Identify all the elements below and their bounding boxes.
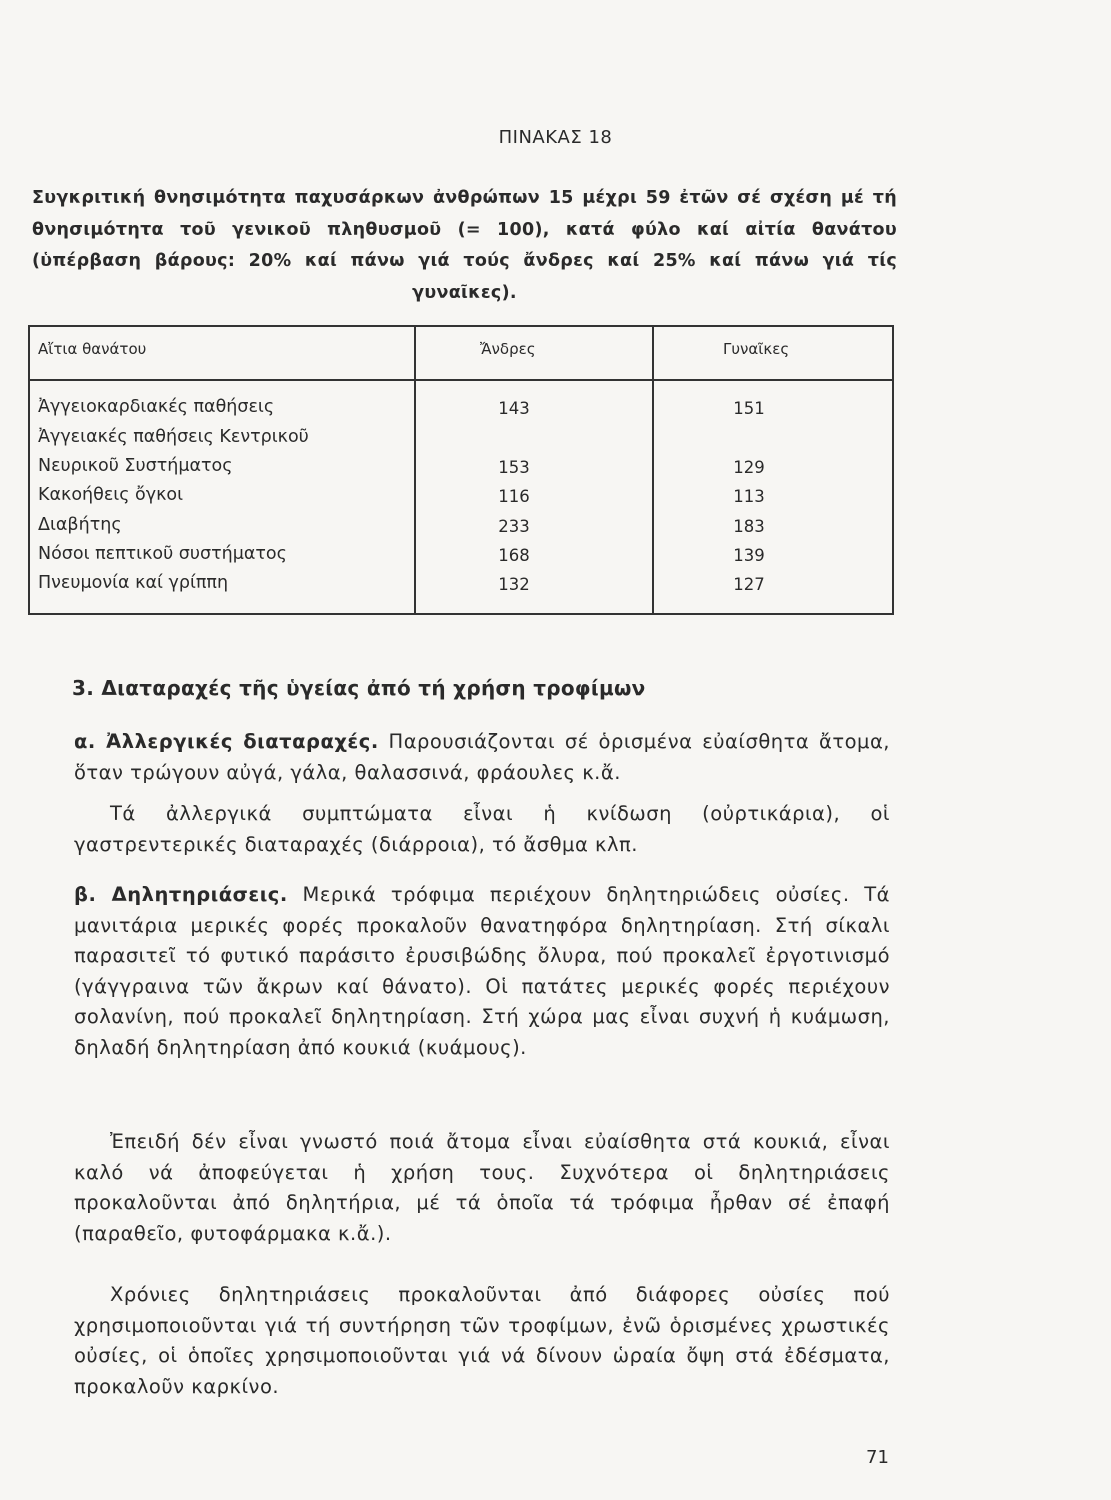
column-divider xyxy=(652,327,654,613)
row-label: Διαβήτης xyxy=(38,515,122,535)
cell-men: 116 xyxy=(498,487,530,506)
header-cause: Αἴτια θανάτου xyxy=(38,340,147,358)
page-number: 71 xyxy=(866,1447,889,1468)
row-label: Νόσοι πεπτικοῦ συστήματος xyxy=(38,544,287,564)
cell-men: 168 xyxy=(498,546,530,565)
mortality-table xyxy=(28,325,894,615)
subheading-allergies: α. Ἀλλεργικές διαταραχές. xyxy=(74,730,379,753)
header-divider xyxy=(30,379,892,381)
paragraph-fava-beans: Ἐπειδή δέν εἶναι γνωστό ποιά ἄτομα εἶναι εὐαίσθητα στά κουκιά, εἶναι καλό νά ἀποφεύγεται ἡ χρήση τους. Συχνότερα οἱ δηλητηριάσεις προκαλοῦνται ἀπό δηλητήρια, μέ τά ὁποῖα τά τρόφιμα ἦρθαν σέ ἐπαφή (παραθεῖο, φυτοφάρμακα κ.ἄ.). xyxy=(74,1130,890,1245)
row-label: Πνευμονία καί γρίππη xyxy=(38,573,229,593)
row-label: Κακοήθεις ὄγκοι xyxy=(38,485,184,505)
table-title: ΠΙΝΑΚΑΣ 18 xyxy=(498,127,613,148)
row-label: Ἀγγειακές παθήσεις Κεντρικοῦ xyxy=(38,427,309,447)
row-label: Νευρικοῦ Συστήματος xyxy=(38,456,233,476)
paragraph-poisoning xyxy=(74,880,890,1064)
cell-women: 151 xyxy=(733,399,765,418)
cell-women: 127 xyxy=(733,575,765,594)
poisoning-text: Μερικά τρόφιμα περιέχουν δηλητηριώδεις οὐσίες. Τά μανιτάρια μερικές φορές προκαλοῦν θανατηφόρα δηλητηρίαση. Στή σίκαλι παρασιτεῖ τό φυτικό παράσιτο ἐρυσιβώδης ὄλυρα, πού προκαλεῖ ἐργοτινισμό (γάγγραινα τῶν ἄκρων καί θάνατο). Οἱ πατάτες μερικές φορές περιέχουν σολανίνη, πού προκαλεῖ δηλητηρίαση. Στή χώρα μας εἶναι συχνή ἡ κυάμωση, δηλαδή δηλητηρίαση ἀπό κουκιά (κυάμους). xyxy=(74,883,891,1059)
cell-women: 139 xyxy=(733,546,765,565)
cell-men: 132 xyxy=(498,575,530,594)
cell-men: 233 xyxy=(498,517,530,536)
header-women: Γυναῖκες xyxy=(723,340,790,358)
cell-women: 183 xyxy=(733,517,765,536)
column-divider xyxy=(414,327,416,613)
section-heading: 3. Διαταραχές τῆς ὑγείας ἀπό τή χρήση τροφίμων xyxy=(72,676,646,700)
subheading-poisoning: β. Δηλητηριάσεις. xyxy=(74,883,288,906)
row-label: Ἀγγειοκαρδιακές παθήσεις xyxy=(38,397,275,417)
paragraph-chronic-poisoning: Χρόνιες δηλητηριάσεις προκαλοῦνται ἀπό διάφορες οὐσίες πού χρησιμοποιοῦνται γιά τή συντήρηση τῶν τροφίμων, ἐνῶ ὁρισμένες χρωστικές οὐσίες, οἱ ὁποῖες χρησιμοποιοῦνται γιά νά δίνουν ὡραία ὄψη στά ἐδέσματα, προκαλοῦν καρκίνο. xyxy=(74,1283,890,1398)
paragraph-allergy-symptoms: Τά ἀλλεργικά συμπτώματα εἶναι ἡ κνίδωση (οὐρτικάρια), οἱ γαστρεντερικές διαταραχές (διάρροια), τό ἄσθμα κλπ. xyxy=(74,802,890,856)
header-men: Ἄνδρες xyxy=(480,340,536,358)
cell-women: 113 xyxy=(733,487,765,506)
cell-women: 129 xyxy=(733,458,765,477)
paragraph-allergies xyxy=(74,727,890,788)
table-caption: Συγκριτική θνησιμότητα παχυσάρκων ἀνθρώπων 15 μέχρι 59 ἐτῶν σέ σχέση μέ τή θνησιμότητα τοῦ γενικοῦ πληθυσμοῦ (= 100), κατά φύλο καί αἰτία θανάτου (ὑπέρβαση βάρους: 20% καί πάνω γιά τούς ἄνδρες καί 25% καί πάνω γιά τίς γυναῖκες). xyxy=(32,188,897,303)
cell-men: 143 xyxy=(498,399,530,418)
allergies-text: Παρουσιάζονται σέ ὁρισμένα εὐαίσθητα ἄτομα, ὅταν τρώγουν αὐγά, γάλα, θαλασσινά, φράουλες κ.ἄ. xyxy=(74,730,891,784)
cell-men: 153 xyxy=(498,458,530,477)
